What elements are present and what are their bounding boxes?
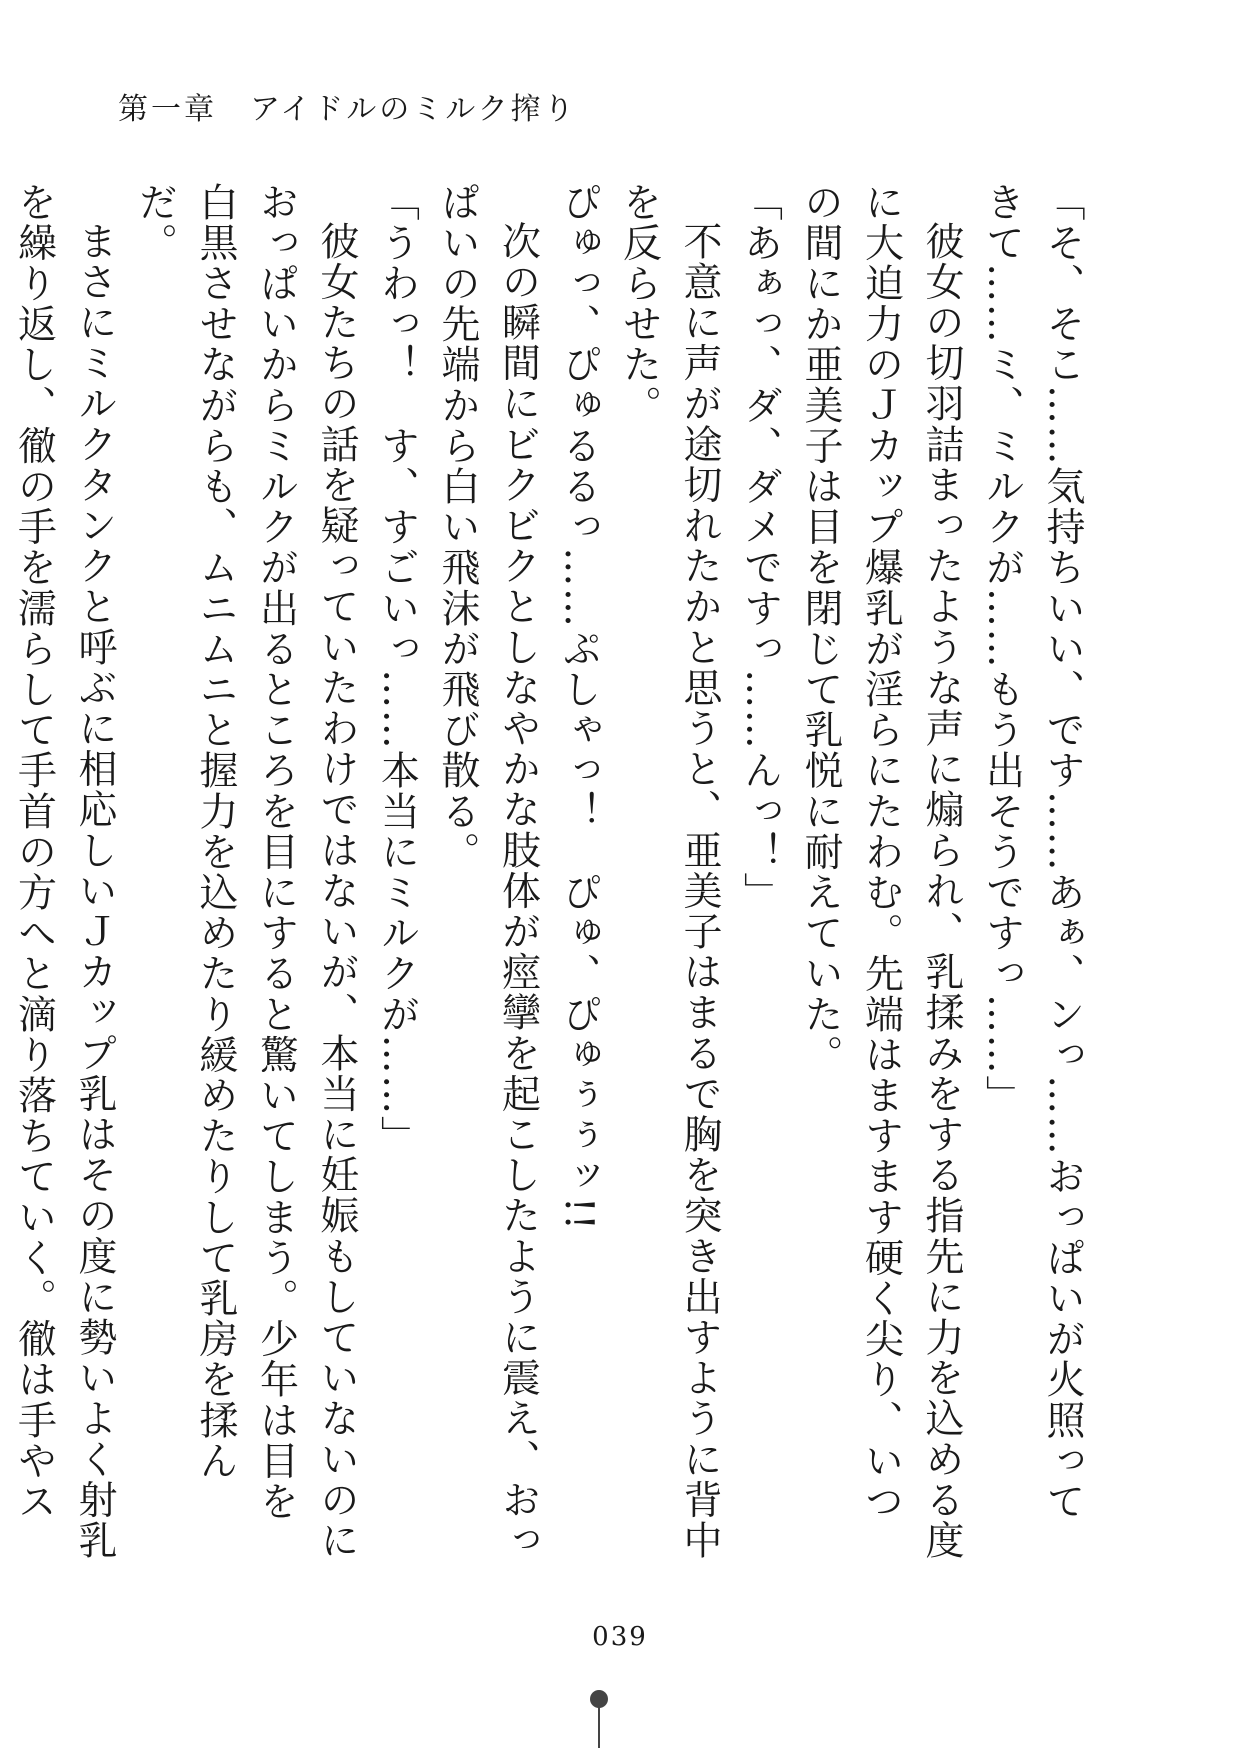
paragraph-8: 彼女たちの話を疑っていたわけではないが、本当に妊娠もしていないのにおっぱいからミルクが出るところを目にすると驚いてしまう。少年は目を白黒させながらも、ムニムニと握力を込めたり緩めたりして乳房を揉んだ。: [132, 182, 359, 1561]
paragraph-2: 彼女の切羽詰まったような声に煽られ、乳揉みをする指先に力を込める度に大迫力のＪカップ爆乳が淫らにたわむ。先端はますます硬く尖り、いつの間にか亜美子は目を閉じて乳悦に耐えていた。: [798, 182, 964, 1561]
chapter-title: 第一章 アイドルのミルク搾り: [118, 92, 577, 127]
paragraph-6: 次の瞬間にビクビクとしなやかな肢体が痙攣を起こしたように震え、おっぱいの先端から白い飛沫が飛び散る。: [435, 182, 541, 1561]
paragraph-7: 「うわっ！ す、すごいっ……本当にミルクが……」: [374, 182, 420, 1157]
paragraph-3: 「あぁっ、ダ、ダメですっ……んっ！」: [737, 182, 783, 913]
paragraph-5: ぴゅっ、ぴゅるるっ……ぷしゃっ！ ぴゅ、ぴゅぅぅッ!!: [556, 182, 601, 1232]
page-marker-icon: [590, 1690, 608, 1748]
paragraph-1: 「そ、そこ……気持ちいい、です……あぁ、ンっ……おっぱいが火照ってきて……ミ、ミルクが……もう出そうですっ……」: [979, 182, 1085, 1522]
page-number: 039: [592, 1622, 648, 1652]
body-text: [11, 182, 1092, 1562]
paragraph-4: 不意に声が途切れたかと思うと、亜美子はまるで胸を突き出すように背中を反らせた。: [616, 182, 722, 1561]
paragraph-9: まさにミルクタンクと呼ぶに相応しいＪカップ乳はその度に勢いよく射乳を繰り返し、徹の手を濡らして手首の方へと滴り落ちていく。徹は手やス: [11, 182, 117, 1561]
marker-line: [598, 1706, 600, 1748]
